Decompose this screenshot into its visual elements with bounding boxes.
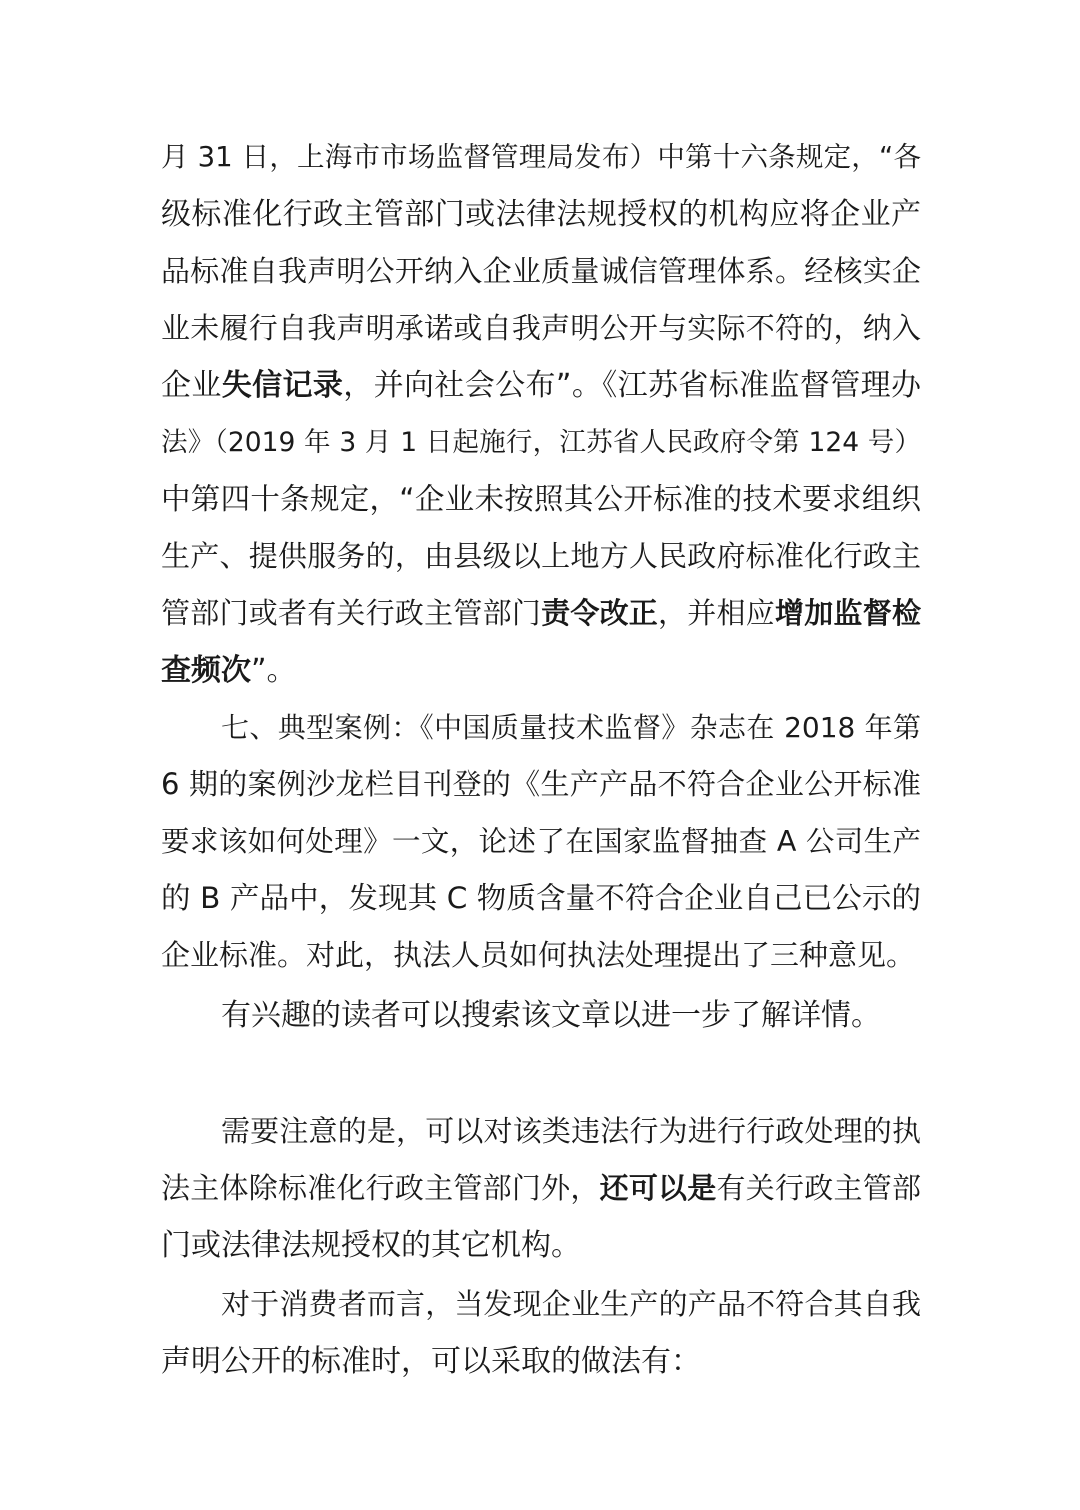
text-line: 对于消费者而言，当发现企业生产的产品不符合其自我 [221, 1287, 921, 1321]
text-line: 七、典型案例：《中国质量技术监督》杂志在 2018 年第 [221, 711, 921, 744]
text-line: 声明公开的标准时，可以采取的做法有： [161, 1344, 701, 1379]
text-line: 的 B 产品中，发现其 C 物质含量不符合企业自己已公示的 [161, 881, 921, 915]
bold-text: 失信记录 [221, 368, 344, 403]
text-line: 要求该如何处理》一文，论述了在国家监督抽查 A 公司生产 [161, 825, 921, 858]
text-line: 法》（2019 年 3 月 1 日起施行，江苏省人民政府令第 124 号） [161, 427, 921, 458]
text-line: 级标准化行政主管部门或法律法规授权的机构应将企业产 [161, 197, 921, 232]
text-line: 6 期的案例沙龙栏目刊登的《生产产品不符合企业公开标准 [161, 767, 921, 801]
text-line: 品标准自我声明公开纳入企业质量诚信管理体系。经核实企 [161, 254, 921, 288]
bold-text: 增加监督检 [775, 596, 921, 630]
text-line: 门或法律法规授权的其它机构。 [161, 1228, 581, 1263]
text-line: 管部门或者有关行政主管部门责令改正，并相应增加监督检 [161, 596, 921, 630]
text-line: 中第四十条规定，“企业未按照其公开标准的技术要求组织 [161, 482, 921, 516]
text-line: 月 31 日，上海市市场监督管理局发布）中第十六条规定，“各 [161, 141, 921, 173]
text-line: 企业失信记录，并向社会公布”。《江苏省标准监督管理办 [161, 368, 922, 403]
text-line: 有兴趣的读者可以搜索该文章以进一步了解详情。 [221, 998, 881, 1033]
bold-text: 查频次 [161, 653, 251, 688]
bold-text: 还可以是 [599, 1171, 717, 1205]
text-line: 生产、提供服务的，由县级以上地方人民政府标准化行政主 [161, 539, 921, 573]
text-line: 需要注意的是，可以对该类违法行为进行行政处理的执 [221, 1114, 921, 1148]
text-line: 业未履行自我声明承诺或自我声明公开与实际不符的，纳入 [161, 311, 921, 345]
text-line: 法主体除标准化行政主管部门外，还可以是有关行政主管部 [161, 1171, 921, 1205]
bold-text: 责令改正 [541, 596, 659, 630]
text-line: 企业标准。对此，执法人员如何执法处理提出了三种意见。 [161, 938, 916, 972]
text-line: 查频次”。 [161, 653, 297, 688]
